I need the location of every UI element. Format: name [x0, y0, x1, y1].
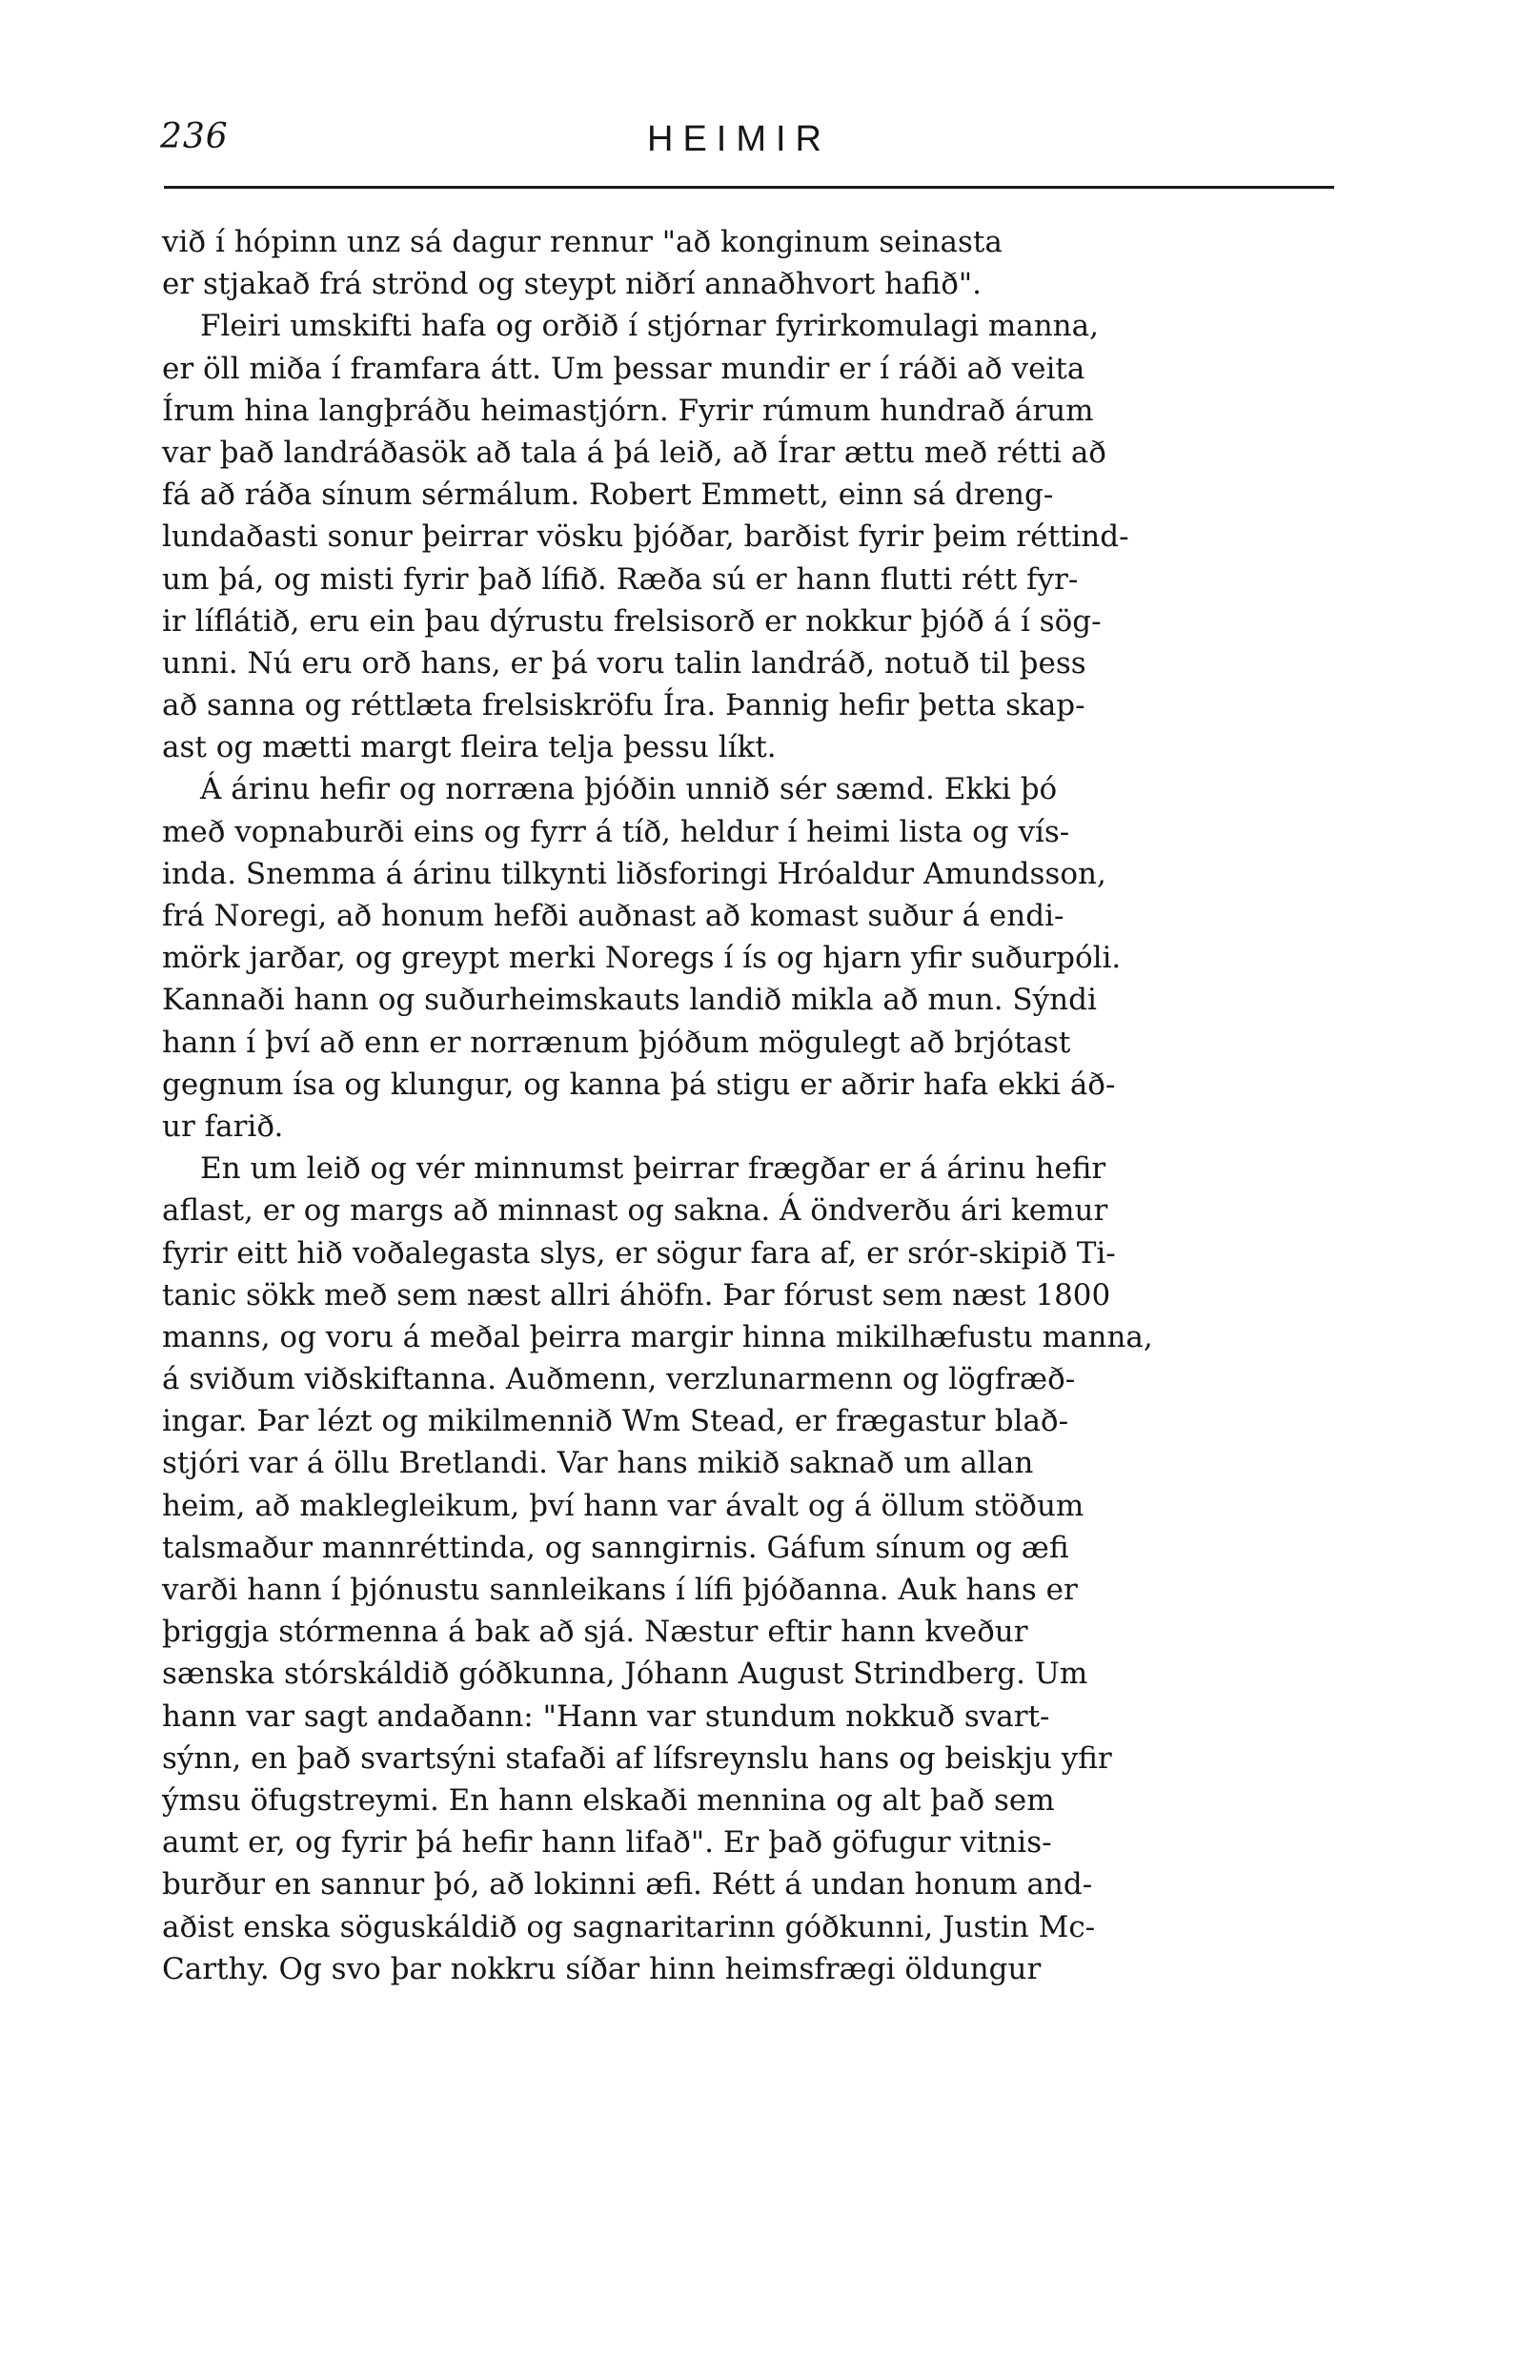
text-line: þriggja stórmenna á bak að sjá. Næstur eftir hann kveður [162, 1615, 1028, 1650]
text-line: Carthy. Og svo þar nokkru síðar hinn heimsfrægi öldungur [162, 1951, 1042, 1986]
text-line: unni. Nú eru orð hans, er þá voru talin landráð, notuð til þess [162, 645, 1086, 681]
text-line: Írum hina langþráðu heimastjórn. Fyrir rúmum hundrað árum [162, 393, 1094, 428]
text-line: hann var sagt andaðann: "Hann var stundum nokkuð svart- [162, 1699, 1050, 1734]
text-line: um þá, og misti fyrir það lífið. Ræða sú er hann flutti rétt fyr- [162, 561, 1079, 597]
text-line: manns, og voru á meðal þeirra margir hinna mikilhæfustu manna, [162, 1319, 1153, 1354]
text-line: við í hópinn unz sá dagur rennur "að konginum seinasta [162, 225, 1003, 259]
text-line: á sviðum viðskiftanna. Auðmenn, verzlunarmenn og lögfræð- [162, 1362, 1076, 1397]
paragraph [162, 768, 1365, 1148]
text-line: að sanna og réttlæta frelsiskröfu Íra. Þannig hefir þetta skap- [162, 688, 1085, 723]
text-line: fyrir eitt hið voðalegasta slys, er sögur fara af, er srór-skipið Ti- [162, 1235, 1116, 1271]
text-line: var það landráðasök að tala á þá leið, að Írar ættu með rétti að [162, 435, 1106, 470]
text-line: sýnn, en það svartsýni stafaði af lífsreynslu hans og beiskju yfir [162, 1740, 1112, 1776]
text-line: ýmsu öfugstreymi. En hann elskaði mennina og alt það sem [162, 1782, 1055, 1818]
text-line: ur farið. [162, 1109, 284, 1144]
paragraph [162, 305, 1365, 768]
text-line: burður en sannur þó, að lokinni æfi. Rétt á undan honum and- [162, 1867, 1093, 1902]
text-line: mörk jarðar, og greypt merki Noregs í ís og hjarn yfir suðurpóli. [162, 941, 1122, 976]
page-number: 236 [160, 117, 229, 156]
text-line: er stjakað frá strönd og steypt niðrí annaðhvort hafið". [162, 267, 983, 302]
text-line: talsmaður mannréttinda, og sanngirnis. Gáfum sínum og æfi [162, 1530, 1069, 1565]
text-line: tanic sökk með sem næst allri áhöfn. Þar fórust sem næst 1800 [162, 1277, 1111, 1312]
header-rule [164, 186, 1334, 189]
text-line: er öll miða í framfara átt. Um þessar mundir er í ráði að veita [162, 351, 1085, 386]
running-title: HEIMIR [647, 119, 831, 159]
text-line: Fleiri umskifti hafa og orðið í stjórnar fyrirkomulagi manna, [200, 309, 1099, 344]
text-line: sænska stórskáldið góðkunna, Jóhann August Strindberg. Um [162, 1657, 1088, 1692]
body-text [162, 221, 1365, 1990]
text-line: hann í því að enn er norrænum þjóðum mögulegt að brjótast [162, 1025, 1071, 1060]
text-line: gegnum ísa og klungur, og kanna þá stigu er aðrir hafa ekki áð- [162, 1067, 1116, 1102]
text-line: Á árinu hefir og norræna þjóðin unnið sér sæmd. Ekki þó [200, 772, 1058, 807]
text-line: ast og mætti margt fleira telja þessu líkt. [162, 730, 777, 765]
text-line: aflast, er og margs að minnast og sakna. Á öndverðu ári kemur [162, 1193, 1108, 1229]
text-line: heim, að maklegleikum, því hann var ávalt og á öllum stöðum [162, 1488, 1084, 1523]
text-line: með vopnaburði eins og fyrr á tíð, heldur í heimi lista og vís- [162, 814, 1070, 849]
text-line: aumt er, og fyrir þá hefir hann lifað". Er það göfugur vitnis- [162, 1825, 1052, 1861]
text-line: fá að ráða sínum sérmálum. Robert Emmett, einn sá dreng- [162, 478, 1054, 513]
text-line: Kannaði hann og suðurheimskauts landið mikla að mun. Sýndi [162, 983, 1097, 1018]
text-line: stjóri var á öllu Bretlandi. Var hans mikið saknað um allan [162, 1446, 1034, 1481]
text-line: ingar. Þar lézt og mikilmennið Wm Stead, er frægastur blað- [162, 1404, 1069, 1439]
text-line: En um leið og vér minnumst þeirrar frægðar er á árinu hefir [200, 1151, 1106, 1187]
text-line: inda. Snemma á árinu tilkynti liðsforingi Hróaldur Amundsson, [162, 856, 1106, 891]
text-line: aðist enska söguskáldið og sagnaritarinn góðkunni, Justin Mc- [162, 1909, 1096, 1944]
text-line: lundaðasti sonur þeirrar vösku þjóðar, barðist fyrir þeim réttind- [162, 519, 1129, 555]
text-line: frá Noregi, að honum hefði auðnast að komast suður á endi- [162, 899, 1064, 933]
page-header [160, 110, 1318, 176]
paragraph [162, 1148, 1365, 1990]
text-line: varði hann í þjónustu sannleikans í lífi þjóðanna. Auk hans er [162, 1573, 1078, 1607]
text-line: ir líflátið, eru ein þau dýrustu frelsisorð er nokkur þjóð á í sög- [162, 603, 1102, 639]
paragraph [162, 221, 1365, 305]
